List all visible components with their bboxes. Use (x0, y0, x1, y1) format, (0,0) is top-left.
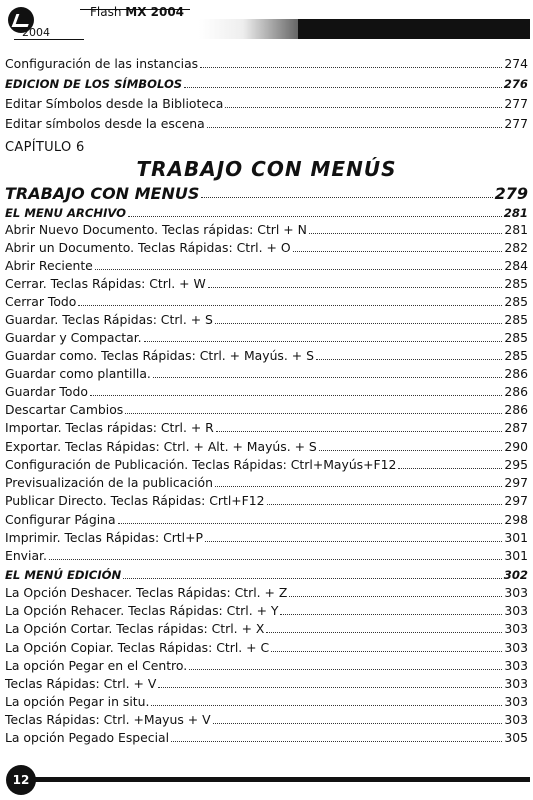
chapter-label: CAPÍTULO 6 (5, 140, 85, 155)
footer-bar (30, 777, 530, 782)
page-header (0, 0, 533, 46)
toc-entry-label: Editar símbolos desde la escena (5, 116, 205, 131)
toc-entry-page: 286 (504, 366, 528, 381)
toc-entry-page: 303 (504, 585, 528, 600)
toc-entry-page: 303 (504, 712, 528, 727)
toc-entry-page: 281 (504, 222, 528, 237)
toc-entry-page: 286 (504, 402, 528, 417)
toc-entry-label: Abrir un Documento. Teclas Rápidas: Ctrl. + O (5, 240, 291, 255)
toc-entry-label: EDICION DE LOS SÍMBOLOS (5, 77, 183, 91)
toc-entry (5, 381, 528, 399)
toc-leader-dots (280, 614, 502, 615)
toc-section-heading (5, 181, 528, 201)
toc-entry-page: 305 (504, 730, 528, 745)
toc-entry (5, 490, 528, 508)
toc-entry (5, 709, 528, 727)
toc-entry-label: La Opción Copiar. Teclas Rápidas: Ctrl. + C (5, 640, 270, 655)
toc-entry-label: Cerrar Todo (5, 294, 77, 309)
page-number: 12 (6, 765, 36, 795)
toc-leader-dots (319, 450, 503, 451)
toc-entry-label: Guardar como plantilla. (5, 366, 151, 381)
toc-entry-label: Abrir Reciente (5, 258, 93, 273)
toc-leader-dots (271, 651, 502, 652)
toc-leader-dots (205, 541, 502, 542)
toc-leader-dots (215, 486, 502, 487)
toc-entry-label: Descartar Cambios (5, 402, 124, 417)
book-title-bold: MX 2004 (125, 5, 185, 19)
toc-entry-page: 302 (503, 568, 528, 582)
toc-entry-label: Guardar. Teclas Rápidas: Ctrl. + S (5, 312, 213, 327)
toc-entry-page: 303 (504, 640, 528, 655)
toc-entry (5, 273, 528, 291)
toc-leader-dots (309, 233, 502, 234)
toc-entry-label: Imprimir. Teclas Rápidas: Crtl+P (5, 530, 203, 545)
toc-entry-page: 277 (504, 96, 528, 111)
toc-leader-dots (158, 687, 502, 688)
toc-entry (5, 219, 528, 237)
toc-entry-label: EL MENU ARCHIVO (5, 206, 127, 220)
toc-entry-page: 303 (504, 676, 528, 691)
toc-leader-dots (201, 197, 492, 198)
toc-entry-label: Cerrar. Teclas Rápidas: Ctrl. + W (5, 276, 206, 291)
header-year-underline (14, 39, 84, 40)
toc-leader-dots (49, 559, 502, 560)
toc-entry-page: 287 (504, 420, 528, 435)
toc-entry (5, 673, 528, 691)
toc-leader-dots (266, 632, 502, 633)
toc-entry (5, 545, 528, 563)
toc-leader-dots (215, 323, 502, 324)
toc-leader-dots (118, 523, 503, 524)
toc-leader-dots (225, 107, 502, 108)
toc-entry-page: 303 (504, 658, 528, 673)
toc-section-heading (5, 73, 528, 91)
toc-entry-page: 274 (504, 56, 528, 71)
toc-entry (5, 345, 528, 363)
toc-entry (5, 255, 528, 273)
toc-leader-dots (125, 413, 502, 414)
toc-entry-label: La opción Pegar in situ. (5, 694, 150, 709)
toc-entry (5, 309, 528, 327)
toc-leader-dots (216, 431, 503, 432)
toc-entry (5, 327, 528, 345)
toc-entry-page: 277 (504, 116, 528, 131)
toc-entry-label: La Opción Deshacer. Teclas Rápidas: Ctrl. + Z (5, 585, 288, 600)
toc-leader-dots (151, 705, 502, 706)
book-title (90, 5, 184, 19)
header-bar (78, 19, 530, 39)
toc-entry-page: 290 (504, 439, 528, 454)
toc-entry (5, 53, 528, 71)
toc-entry (5, 637, 528, 655)
toc-entry-label: Exportar. Teclas Rápidas: Ctrl. + Alt. + Mayús. + S (5, 439, 317, 454)
toc-entry (5, 527, 528, 545)
toc-entry-page: 298 (504, 512, 528, 527)
toc-entry-label: Configuración de Publicación. Teclas Rápidas: Ctrl+Mayús+F12 (5, 457, 397, 472)
toc-entry-label: TRABAJO CON MENUS (5, 184, 200, 203)
toc-entry-label: Guardar y Compactar. (5, 330, 142, 345)
toc-leader-dots (153, 377, 502, 378)
toc-entry (5, 399, 528, 417)
toc-entry (5, 454, 528, 472)
toc-entry-label: Teclas Rápidas: Ctrl. + V (5, 676, 157, 691)
toc-leader-dots (213, 723, 503, 724)
toc-entry (5, 600, 528, 618)
toc-leader-dots (90, 395, 502, 396)
toc-entry-page: 301 (504, 530, 528, 545)
toc-entry (5, 417, 528, 435)
toc-leader-dots (171, 741, 502, 742)
toc-leader-dots (208, 287, 503, 288)
toc-leader-dots (316, 359, 502, 360)
toc-entry-page: 297 (504, 493, 528, 508)
toc-entry-page: 303 (504, 694, 528, 709)
toc-entry-label: La Opción Cortar. Teclas rápidas: Ctrl. + X (5, 621, 265, 636)
toc-entry-label: Enviar. (5, 548, 47, 563)
toc-leader-dots (207, 127, 503, 128)
toc-entry (5, 472, 528, 490)
toc-leader-dots (289, 596, 502, 597)
toc-entry (5, 727, 528, 745)
toc-entry (5, 93, 528, 111)
toc-entry-page: 295 (504, 457, 528, 472)
toc-entry-page: 281 (503, 206, 528, 220)
toc-entry-label: Guardar Todo (5, 384, 88, 399)
toc-entry (5, 655, 528, 673)
toc-entry-label: Guardar como. Teclas Rápidas: Ctrl. + Mayús. + S (5, 348, 314, 363)
toc-entry-label: Previsualización de la publicación (5, 475, 213, 490)
toc-leader-dots (398, 468, 502, 469)
toc-leader-dots (184, 87, 502, 88)
toc-leader-dots (95, 269, 503, 270)
toc-entry-label: Publicar Directo. Teclas Rápidas: Crtl+F12 (5, 493, 265, 508)
chapter-title: TRABAJO CON MENÚS (136, 157, 397, 181)
toc-leader-dots (200, 67, 502, 68)
toc-entry-page: 276 (503, 77, 528, 91)
toc-entry-page: 303 (504, 603, 528, 618)
toc-leader-dots (144, 341, 503, 342)
toc-entry-label: EL MENÚ EDICIÓN (5, 568, 122, 582)
toc-entry-label: Configurar Página (5, 512, 116, 527)
toc-entry-label: La Opción Rehacer. Teclas Rápidas: Ctrl. + Y (5, 603, 279, 618)
toc-entry-page: 284 (504, 258, 528, 273)
toc-leader-dots (78, 305, 502, 306)
toc-entry-page: 297 (504, 475, 528, 490)
toc-section-heading (5, 564, 528, 582)
toc-entry (5, 436, 528, 454)
toc-entry (5, 291, 528, 309)
toc-entry-label: Abrir Nuevo Documento. Teclas rápidas: Ctrl + N (5, 222, 307, 237)
toc-entry-label: La opción Pegar en el Centro. (5, 658, 188, 673)
book-title-prefix: Flash (90, 5, 126, 19)
toc-leader-dots (128, 216, 502, 217)
toc-entry-page: 279 (494, 184, 528, 203)
toc-entry (5, 237, 528, 255)
toc-entry (5, 691, 528, 709)
toc-section-heading (5, 202, 528, 220)
toc-entry-label: Editar Símbolos desde la Biblioteca (5, 96, 224, 111)
toc-entry-page: 285 (504, 348, 528, 363)
toc-entry-page: 303 (504, 621, 528, 636)
toc-leader-dots (267, 504, 503, 505)
toc-leader-dots (293, 251, 503, 252)
toc-entry-page: 285 (504, 330, 528, 345)
toc-entry-page: 285 (504, 312, 528, 327)
toc-entry-label: Teclas Rápidas: Ctrl. +Mayus + V (5, 712, 211, 727)
toc-entry-page: 282 (504, 240, 528, 255)
toc-entry-label: Importar. Teclas rápidas: Ctrl. + R (5, 420, 214, 435)
header-year: 2004 (22, 26, 50, 39)
toc-entry (5, 618, 528, 636)
toc-entry-page: 285 (504, 276, 528, 291)
toc-entry-page: 286 (504, 384, 528, 399)
toc-entry-page: 285 (504, 294, 528, 309)
toc-entry (5, 363, 528, 381)
toc-entry-label: La opción Pegado Especial (5, 730, 170, 745)
toc-entry-label: Configuración de las instancias (5, 56, 199, 71)
toc-entry-page: 301 (504, 548, 528, 563)
toc-entry (5, 509, 528, 527)
toc-leader-dots (123, 578, 502, 579)
toc-entry (5, 113, 528, 131)
toc-leader-dots (189, 669, 502, 670)
toc-entry (5, 582, 528, 600)
